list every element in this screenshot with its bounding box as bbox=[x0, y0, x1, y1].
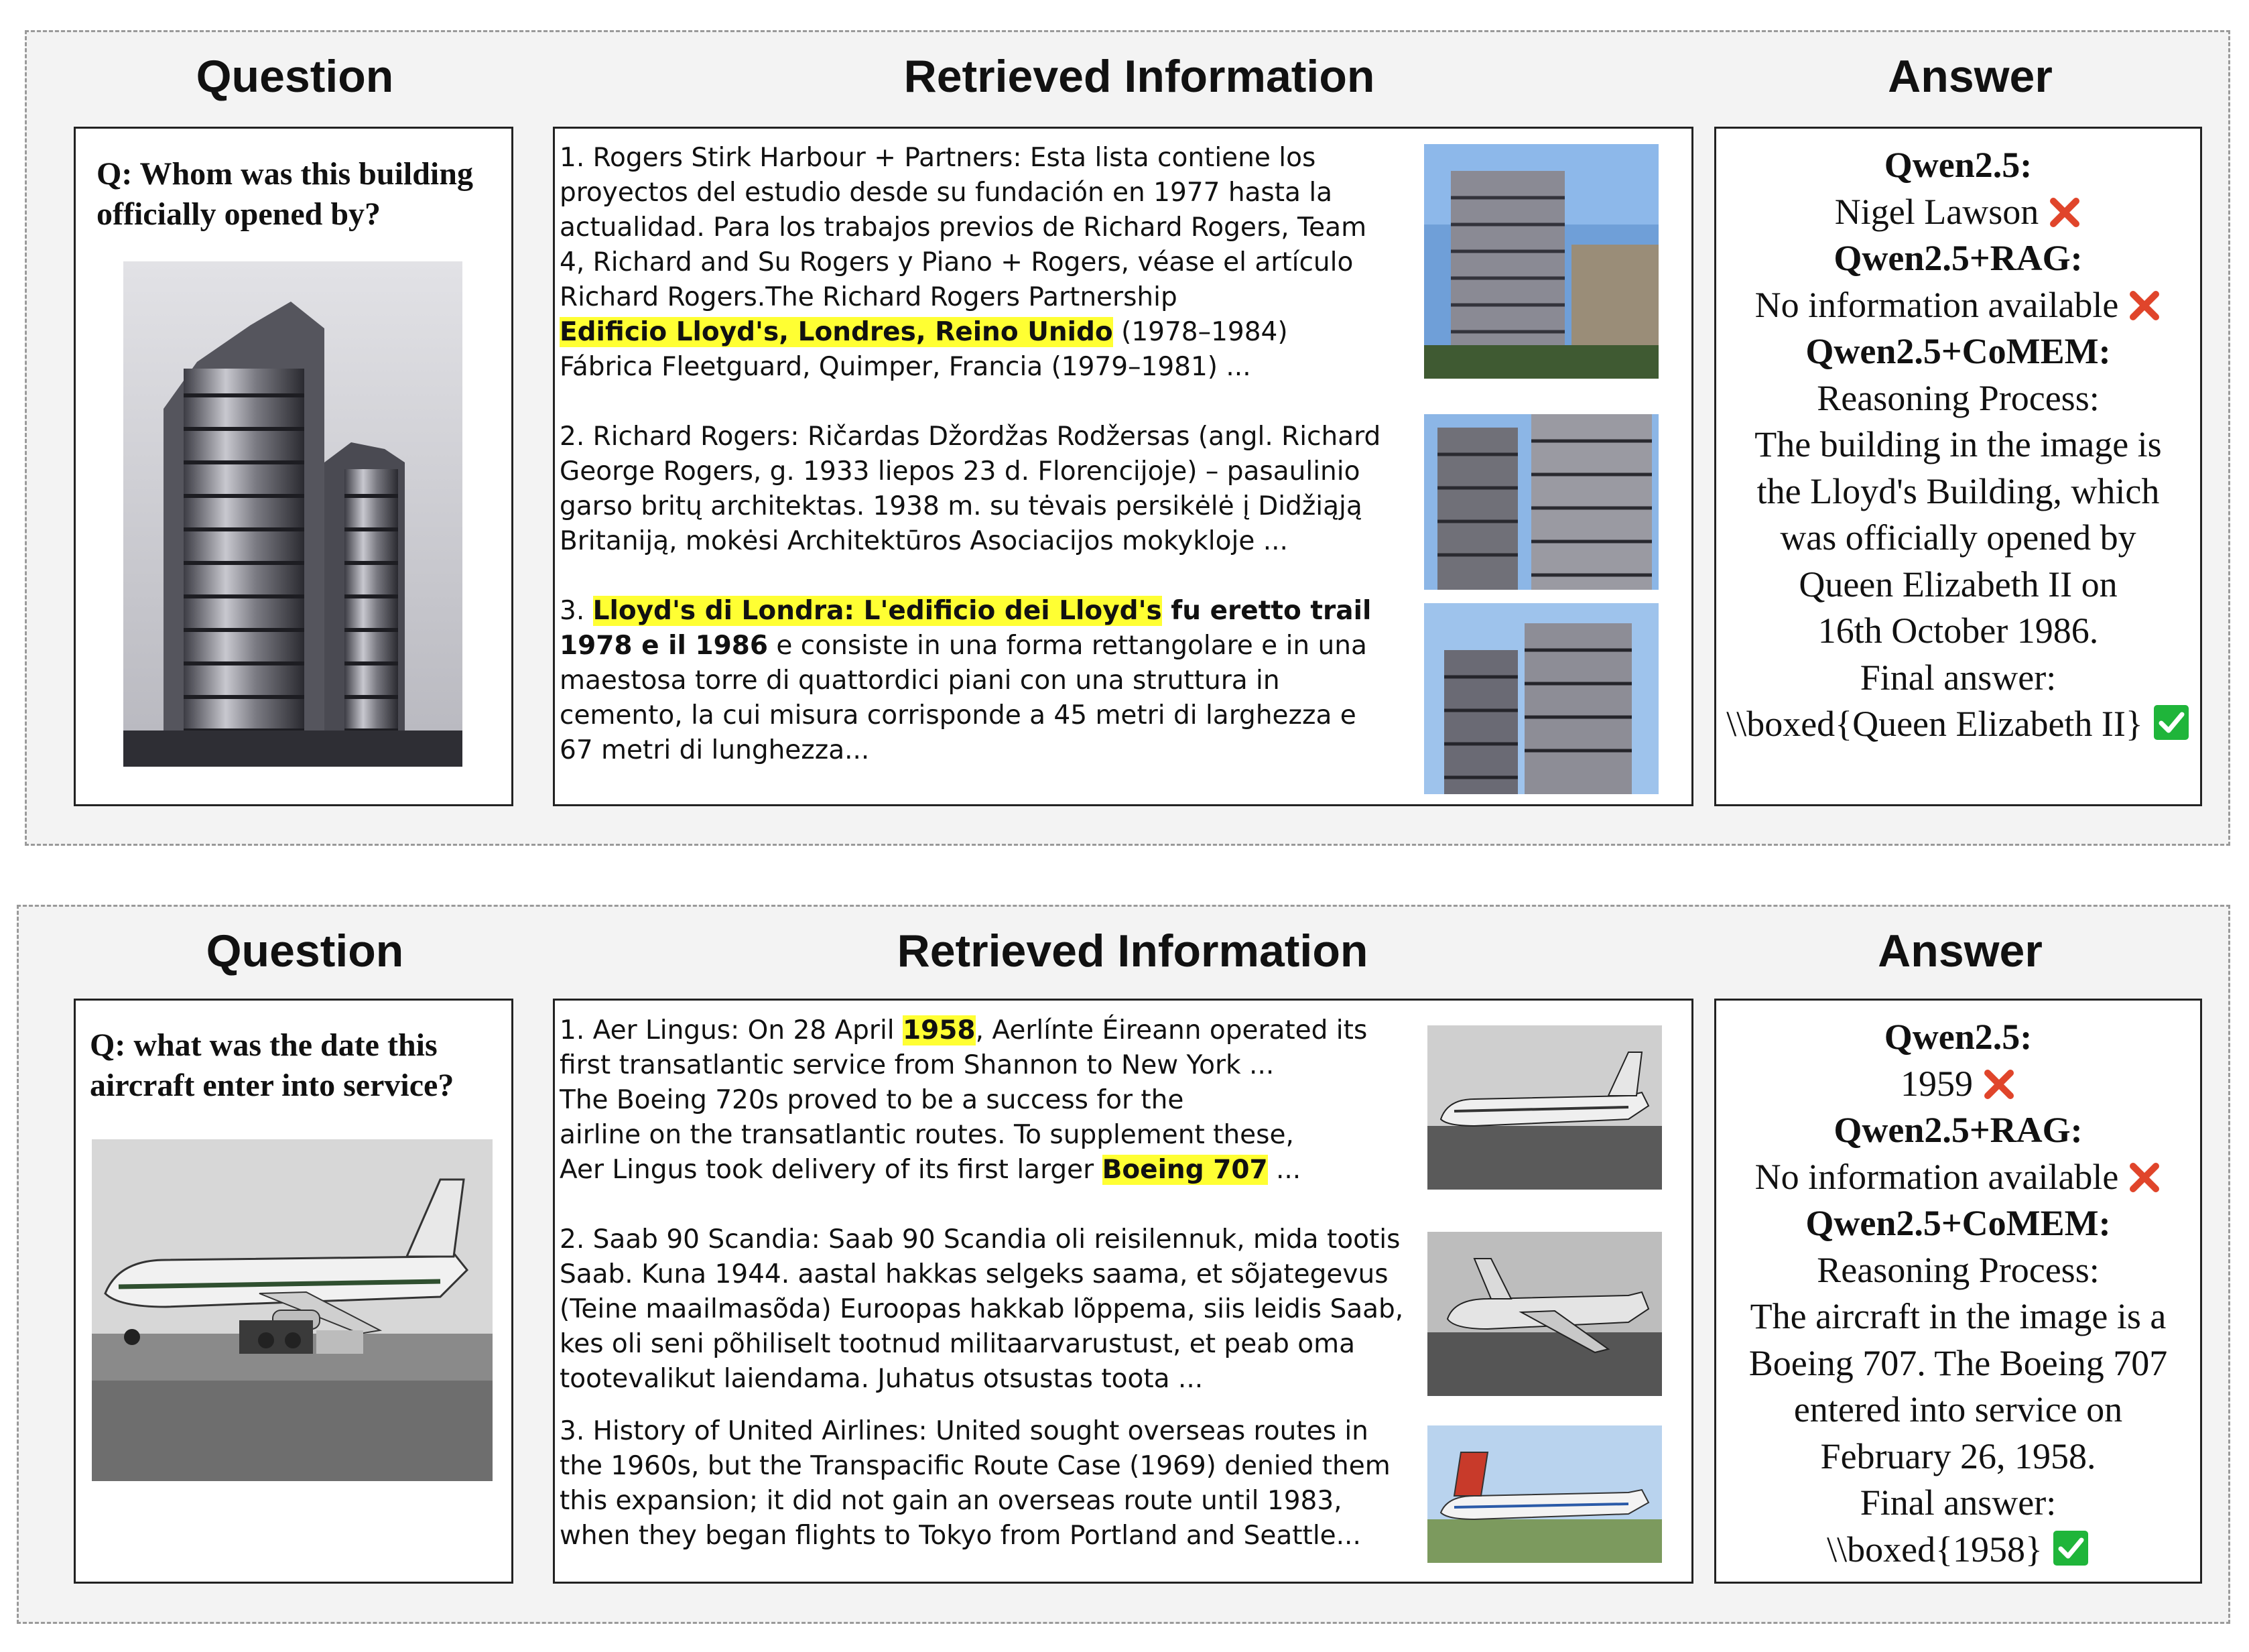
retrieved-image bbox=[1427, 1025, 1662, 1190]
answer-text: Qwen2.5: 1959 Qwen2.5+RAG: No information available Qwen2.5+CoMEM: Reasoning Process: The aircraft in the image is a Boeing 707. The Boeing 707 entered into service on February 26, 1958. Final answer: \\boxed{1958} bbox=[1717, 1014, 2199, 1573]
retrieved-image bbox=[1424, 414, 1659, 590]
retrieved-header: Retrieved Information bbox=[897, 926, 1368, 976]
highlight: Edificio Lloyd's, Londres, Reino Unido bbox=[560, 317, 1113, 347]
answer-header: Answer bbox=[1888, 51, 2053, 102]
cross-mark-icon bbox=[2128, 1161, 2161, 1194]
question-text: Q: what was the date this aircraft enter into service? bbox=[90, 1027, 454, 1103]
cross-mark-icon bbox=[2128, 289, 2161, 322]
highlight: Lloyd's di Londra: L'edificio dei Lloyd's bbox=[592, 596, 1162, 626]
retrieved-image bbox=[1424, 144, 1659, 379]
highlight: 1958 bbox=[903, 1015, 976, 1045]
retrieved-image bbox=[1427, 1425, 1662, 1563]
cross-mark-icon bbox=[2048, 196, 2081, 229]
check-mark-icon bbox=[2052, 1529, 2090, 1567]
highlight: Boeing 707 bbox=[1102, 1155, 1268, 1185]
retrieved-text: 1. Rogers Stirk Harbour + Partners: Esta lista contiene los proyectos del estudio desde su fundación en 1977 hasta la actualidad. Para los trabajos previos de Richard Rogers, Team 4, Richard and Su Rogers y Piano + Rogers, véase el artículo Richard Rogers.The Richard Rogers Partnership Edificio Lloyd's, Londres, Reino Unido (1978–1984) Fábrica Fleetguard, Quimper, Francia (1979–1981) ... 2. Richard Rogers: Ričardas Džordžas Rodžersas (angl. Richard George Rogers, g. 1933 liepos 23 d. Florencijoje) – pasaulinio garso britų architektas. 1938 m. su tėvais persikėlė į Didžiąją Britaniją, mokėsi Architektūros Asociacijos mokykloje ... 3. Lloyd's di Londra: L'edificio dei Lloyd's fu eretto trail 1978 e il 1986 e consiste in una forma rettangolare e in una maestosa torre di quattordici piani con una struttura in cemento, la cui misura corrisponde a 45 metri di larghezza e 67 metri di lunghezza... bbox=[560, 143, 1381, 765]
answer-text: Qwen2.5: Nigel Lawson Qwen2.5+RAG: No information available Qwen2.5+CoMEM: Reasoning Process: The building in the image is the Lloyd's Building, which was officially opened by Queen Elizabeth II on 16th October 1986. Final answer: \\boxed{Queen Elizabeth II} bbox=[1717, 142, 2199, 748]
model-label: Qwen2.5: bbox=[1884, 1017, 2033, 1057]
retrieved-image bbox=[1427, 1232, 1662, 1396]
building-image bbox=[123, 261, 462, 767]
cross-mark-icon bbox=[1982, 1068, 2016, 1101]
retrieved-header: Retrieved Information bbox=[903, 51, 1375, 102]
question-header: Question bbox=[196, 51, 394, 102]
question-text: Q: Whom was this building officially opened by? bbox=[97, 156, 473, 232]
aircraft-image bbox=[92, 1139, 493, 1481]
answer-header: Answer bbox=[1878, 926, 2043, 976]
model-label: Qwen2.5+CoMEM: bbox=[1805, 331, 2111, 371]
model-label: Qwen2.5+CoMEM: bbox=[1805, 1203, 2111, 1243]
model-label: Qwen2.5: bbox=[1884, 145, 2033, 185]
check-mark-icon bbox=[2152, 704, 2190, 741]
question-header: Question bbox=[206, 926, 404, 976]
model-label: Qwen2.5+RAG: bbox=[1834, 1110, 2083, 1150]
retrieved-image bbox=[1424, 603, 1659, 794]
model-label: Qwen2.5+RAG: bbox=[1834, 238, 2083, 278]
retrieved-text: 1. Aer Lingus: On 28 April 1958, Aerlínte Éireann operated its first transatlantic service from Shannon to New York ... The Boeing 720s proved to be a success for the airline on the transatlantic routes. To supplement these, Aer Lingus took delivery of its first larger Boeing 707 ... 2. Saab 90 Scandia: Saab 90 Scandia oli reisilennuk, mida tootis Saab. Kuna 1944. aastal hakkas selgeks saama, et sõjategevus (Teine maailmasõda) Euroopas hakkab lõppema, siis leidis Saab, kes oli seni põhiliselt tootnud militaarvarustust, et peab oma tootevalikut laiendama. Juhatus otsustas toota ... 3. History of United Airlines: United sought overseas routes in the 1960s, but the Transpacific Route Case (1969) denied them this expansion; it did not gain an overseas route until 1983, when they began flights to Tokyo from Portland and Seattle... bbox=[560, 1015, 1404, 1551]
